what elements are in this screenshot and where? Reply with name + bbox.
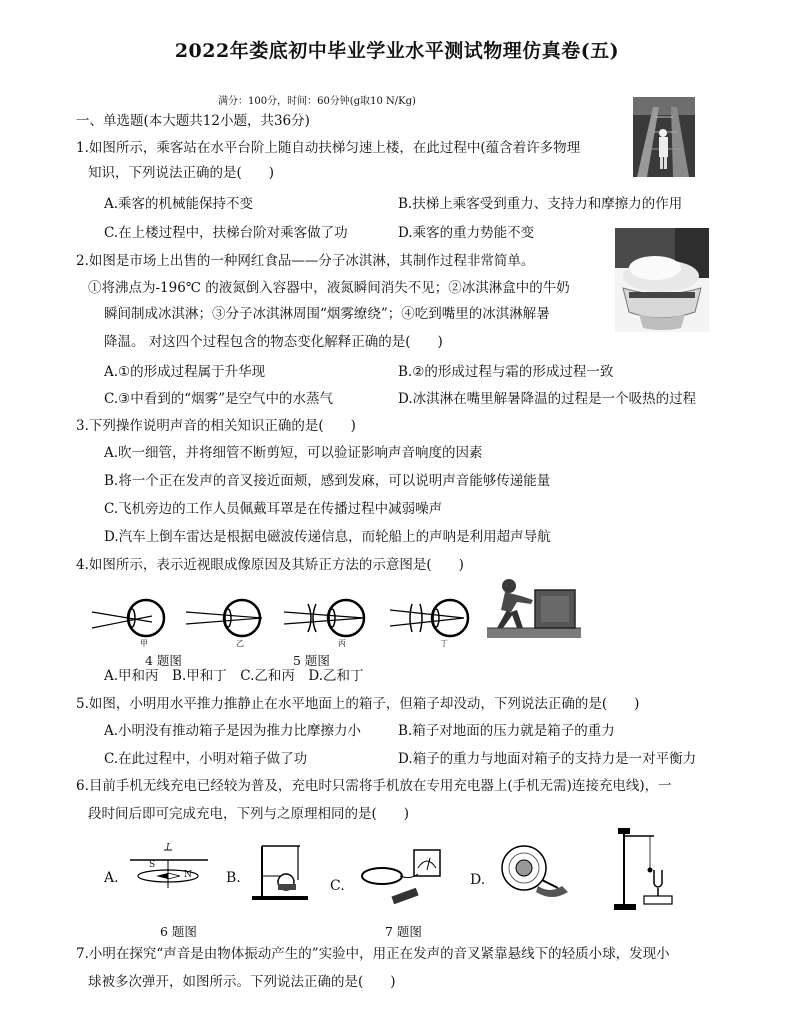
q5-option-a[interactable]: A.小明没有推动箱子是因为推力比摩擦力小 [104, 723, 362, 739]
q3-stem: 3.下列操作说明声音的相关知识正确的是( ) [76, 418, 356, 434]
q2-stem-line4: 降温。 对这四个过程包含的物态变化解释正确的是( ) [104, 334, 443, 350]
eye-diagram-bing [284, 596, 374, 640]
q2-stem-line2: ①将沸点为-196℃ 的液氮倒入容器中，液氮瞬间消失不见；②冰淇淋盒中的牛奶 [88, 280, 570, 296]
compass-s-label: S [149, 860, 156, 870]
q2-option-b[interactable]: B.②的形成过程与霜的形成过程一致 [398, 364, 614, 380]
q6-label-a[interactable]: A. [104, 870, 119, 886]
q4-stem: 4.如图所示，表示近视眼成像原因及其矫正方法的示意图是( ) [76, 557, 464, 573]
q2-stem-line3: 瞬间制成冰淇淋；③分子冰淇淋周围“烟雾缭绕”；④吃到嘴里的冰淇淋解暑 [104, 306, 550, 322]
q6-stem-line2: 段时间后即可完成充电，下列与之原理相同的是( ) [88, 806, 410, 822]
q1-option-c[interactable]: C.在上楼过程中，扶梯台阶对乘客做了功 [104, 225, 348, 241]
fig-caption-q5: 5 题图 [293, 653, 330, 668]
q5-stem: 5.如图，小明用水平推力推静止在水平地面上的箱子，但箱子却没动，下列说法正确的是( ) [76, 696, 640, 712]
fig-caption-q7: 7 题图 [385, 924, 422, 939]
q4-options[interactable]: A.甲和丙 B.甲和丁 C.乙和丙 D.乙和丁 [104, 668, 364, 684]
hand-generator-fan-figure [492, 842, 572, 902]
eye-label-ding: 丁 [440, 639, 448, 648]
boy-pushing-box-figure [487, 576, 581, 638]
q3-option-b[interactable]: B.将一个正在发声的音叉接近面颊，感到发麻，可以说明声音能够传递能量 [104, 473, 551, 489]
q3-option-a[interactable]: A.吹一细管，并将细管不断剪短，可以验证影响声音响度的因素 [104, 445, 483, 461]
q7-stem-line2: 球被多次弹开，如图所示。下列说法正确的是( ) [88, 974, 396, 990]
eye-label-yi: 乙 [236, 639, 244, 648]
q5-option-c[interactable]: C.在此过程中，小明对箱子做了功 [104, 751, 308, 767]
q5-option-b[interactable]: B.箱子对地面的压力就是箱子的重力 [398, 723, 615, 739]
induction-galvanometer-figure [350, 846, 450, 906]
q7-stem-line1: 7.小明在探究“声音是由物体振动产生的”实验中，用正在发声的音叉紧靠悬线下的轻质小球，发现小 [76, 946, 670, 962]
exam-meta: 满分：100分，时间：60分钟(g取10 N/Kg) [218, 96, 416, 107]
q1-option-b[interactable]: B.扶梯上乘客受到重力、支持力和摩擦力的作用 [398, 196, 683, 212]
q1-stem-line1: 1.如图所示，乘客站在水平台阶上随自动扶梯匀速上楼，在此过程中(蕴含着许多物理 [76, 140, 581, 156]
q1-stem-line2: 知识，下列说法正确的是( ) [88, 165, 275, 181]
fig-caption-q4: 4 题图 [145, 653, 182, 668]
fig-caption-q6: 6 题图 [160, 924, 197, 939]
q6-label-d[interactable]: D. [470, 872, 486, 888]
q2-stem-line1: 2.如图是市场上出售的一种网红食品——分子冰淇淋，其制作过程非常简单。 [76, 253, 535, 269]
eye-label-bing: 丙 [338, 639, 346, 648]
eye-diagram-jia [92, 596, 172, 640]
q6-stem-line1: 6.目前手机无线充电已经较为普及，充电时只需将手机放在专用充电器上(手机无需)连接充电线)，一 [76, 778, 672, 794]
q3-option-d[interactable]: D.汽车上倒车雷达是根据电磁波传递信息，而轮船上的声呐是利用超声导航 [104, 529, 551, 545]
motor-stand-figure [248, 842, 312, 902]
ice-cream-photo [615, 228, 709, 332]
q2-option-a[interactable]: A.①的形成过程属于升华现 [104, 364, 266, 380]
q5-option-d[interactable]: D.箱子的重力与地面对箱子的支持力是一对平衡力 [398, 751, 697, 767]
q1-option-a[interactable]: A.乘客的机械能保持不变 [104, 196, 254, 212]
section-heading: 一、单选题(本大题共12小题，共36分) [76, 113, 310, 129]
eye-diagram-ding [390, 596, 478, 640]
eye-diagram-yi [186, 596, 270, 640]
q1-option-d[interactable]: D.乘客的重力势能不变 [398, 225, 535, 241]
compass-n-label: N [184, 870, 192, 880]
q3-option-c[interactable]: C.飞机旁边的工作人员佩戴耳罩是在传播过程中减弱噪声 [104, 501, 443, 517]
q6-label-c[interactable]: C. [330, 878, 345, 894]
escalator-photo [633, 97, 695, 177]
eye-label-jia: 甲 [140, 639, 148, 648]
current-label: I [166, 843, 170, 853]
q6-label-b[interactable]: B. [226, 870, 241, 886]
q2-option-c[interactable]: C.③中看到的“烟雾”是空气中的水蒸气 [104, 391, 334, 407]
tuning-fork-pendulum-figure [610, 826, 674, 912]
page-title: 2022年娄底初中毕业学业水平测试物理仿真卷(五) [174, 40, 620, 62]
q2-option-d[interactable]: D.冰淇淋在嘴里解暑降温的过程是一个吸热的过程 [398, 391, 697, 407]
